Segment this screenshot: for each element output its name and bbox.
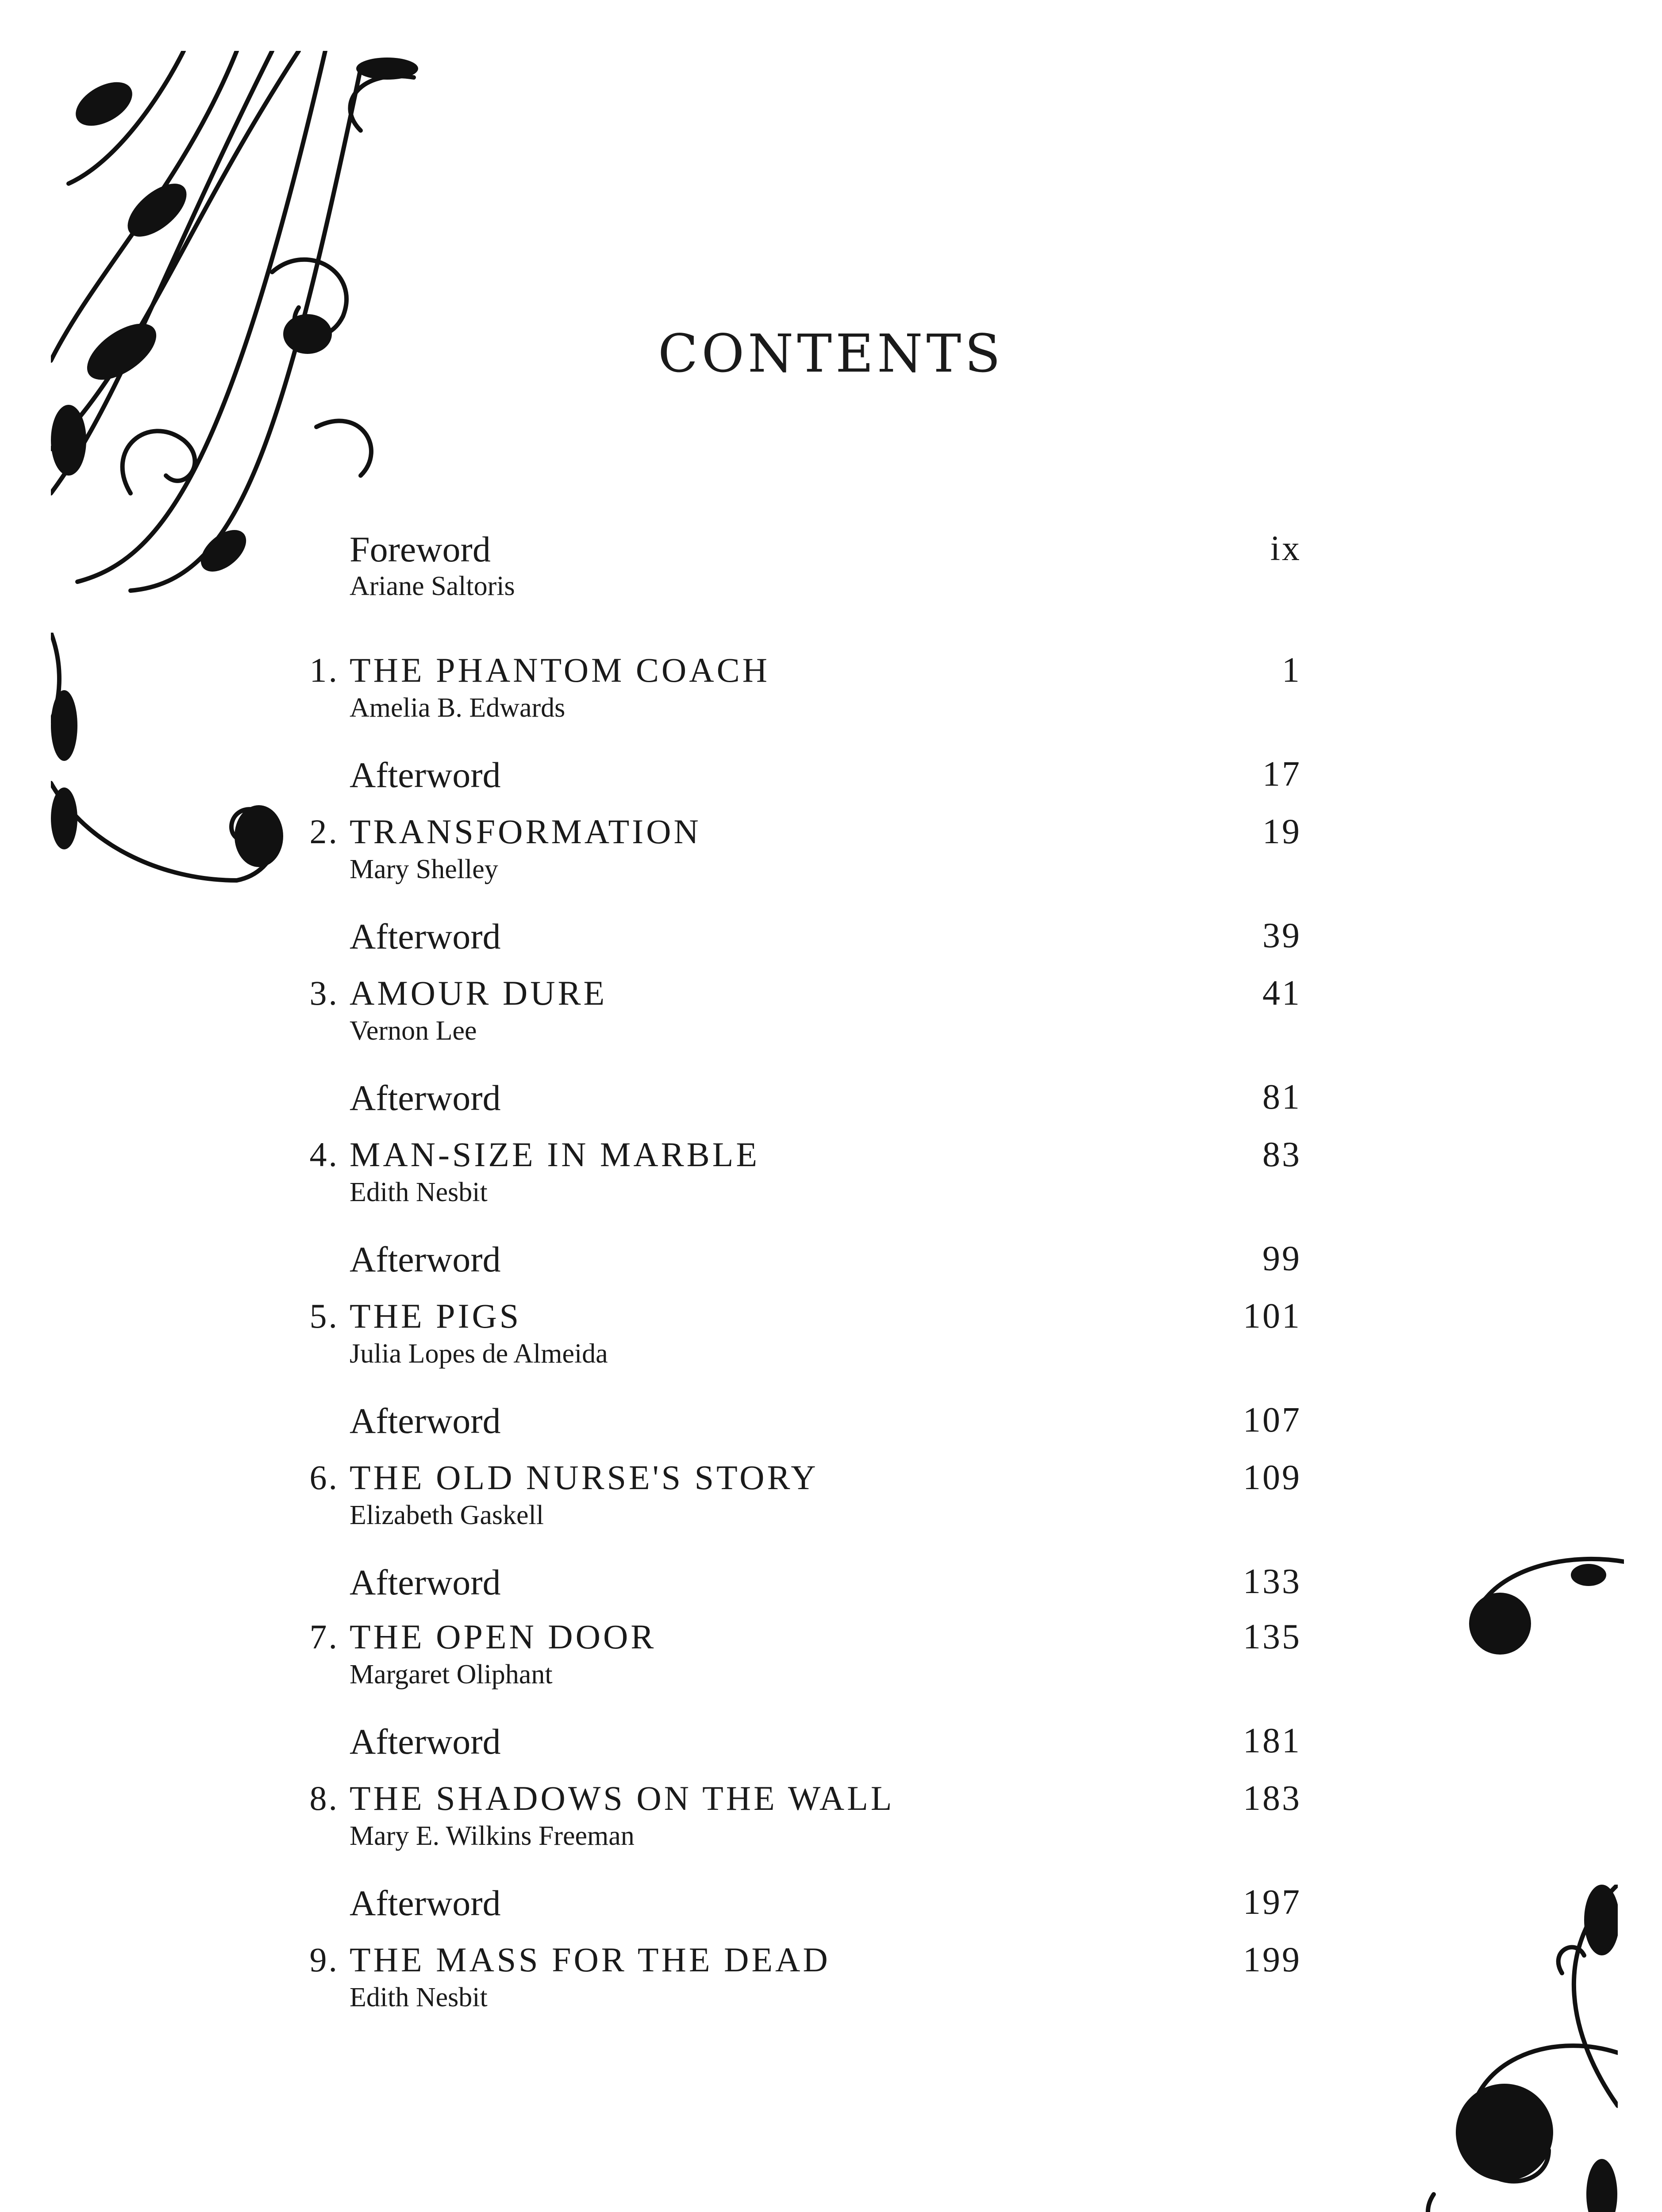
- toc-entry-author: Amelia B. Edwards: [350, 693, 566, 723]
- toc-entry-page: 39: [1262, 916, 1301, 955]
- toc-entry-title: Afterword: [350, 1239, 501, 1279]
- toc-entry-author: Julia Lopes de Almeida: [350, 1339, 608, 1369]
- toc-entry-title: Foreword: [350, 529, 491, 569]
- toc-entry-title: MAN-SIZE IN MARBLE: [350, 1135, 760, 1174]
- toc-entry-author: Mary E. Wilkins Freeman: [350, 1821, 635, 1851]
- toc-entry-author: Ariane Saltoris: [350, 571, 515, 601]
- toc-entry-author: Mary Shelley: [350, 854, 498, 884]
- toc-entry-page: 41: [1262, 974, 1301, 1013]
- toc-entry-title: AMOUR DURE: [350, 974, 608, 1012]
- toc-entry-page: 109: [1243, 1458, 1301, 1497]
- toc-entry-title: THE OPEN DOOR: [350, 1617, 657, 1656]
- toc-entry-page: 133: [1243, 1562, 1301, 1601]
- toc-entry-page: 81: [1262, 1078, 1301, 1117]
- toc-entry-number: 9.: [309, 1940, 339, 1979]
- toc-entry-number: 6.: [309, 1458, 339, 1497]
- toc-entry-title: Afterword: [350, 755, 501, 795]
- toc-entry-page: ix: [1270, 529, 1301, 568]
- toc-entry-title: THE OLD NURSE'S STORY: [350, 1458, 819, 1497]
- toc-entry-page: 99: [1262, 1239, 1301, 1278]
- toc-entry-title: Afterword: [350, 1401, 501, 1441]
- toc-entry-author: Vernon Lee: [350, 1016, 477, 1046]
- toc-entry-title: Afterword: [350, 916, 501, 956]
- toc-entry-page: 107: [1243, 1401, 1301, 1440]
- toc-entry-number: 5.: [309, 1297, 339, 1335]
- toc-entry-title: Afterword: [350, 1721, 501, 1762]
- toc-entry-title: THE PIGS: [350, 1297, 522, 1335]
- toc-entry-title: THE MASS FOR THE DEAD: [350, 1940, 831, 1979]
- toc-entry-title: TRANSFORMATION: [350, 812, 701, 851]
- toc-entry-number: 7.: [309, 1617, 339, 1656]
- toc-entry-page: 135: [1243, 1617, 1301, 1656]
- toc-entry-number: 8.: [309, 1779, 339, 1817]
- toc-entry-author: Edith Nesbit: [350, 1982, 488, 2012]
- toc-entry-page: 197: [1243, 1883, 1301, 1922]
- toc-entry-page: 83: [1262, 1135, 1301, 1174]
- toc-entry-title: THE PHANTOM COACH: [350, 651, 770, 689]
- toc-entry-number: 1.: [309, 651, 339, 689]
- toc-entry-author: Margaret Oliphant: [350, 1659, 553, 1690]
- toc-entry-number: 3.: [309, 974, 339, 1012]
- toc-entry-title: THE SHADOWS ON THE WALL: [350, 1779, 895, 1817]
- toc-entry-title: Afterword: [350, 1078, 501, 1118]
- toc-entry-number: 2.: [309, 812, 339, 851]
- page-title: CONTENTS: [658, 323, 1004, 384]
- toc-entry-page: 199: [1243, 1940, 1301, 1979]
- toc-entry-page: 181: [1243, 1721, 1301, 1760]
- toc-entry-page: 1: [1282, 651, 1301, 690]
- toc-entry-title: Afterword: [350, 1883, 501, 1923]
- toc-entry-page: 183: [1243, 1779, 1301, 1818]
- toc-entry-page: 101: [1243, 1297, 1301, 1336]
- toc-entry-number: 4.: [309, 1135, 339, 1174]
- toc-entry-author: Elizabeth Gaskell: [350, 1500, 544, 1530]
- toc-entry-title: Afterword: [350, 1562, 501, 1602]
- toc-entry-author: Edith Nesbit: [350, 1177, 488, 1207]
- toc-entry-page: 19: [1262, 812, 1301, 851]
- toc-entry-page: 17: [1262, 755, 1301, 794]
